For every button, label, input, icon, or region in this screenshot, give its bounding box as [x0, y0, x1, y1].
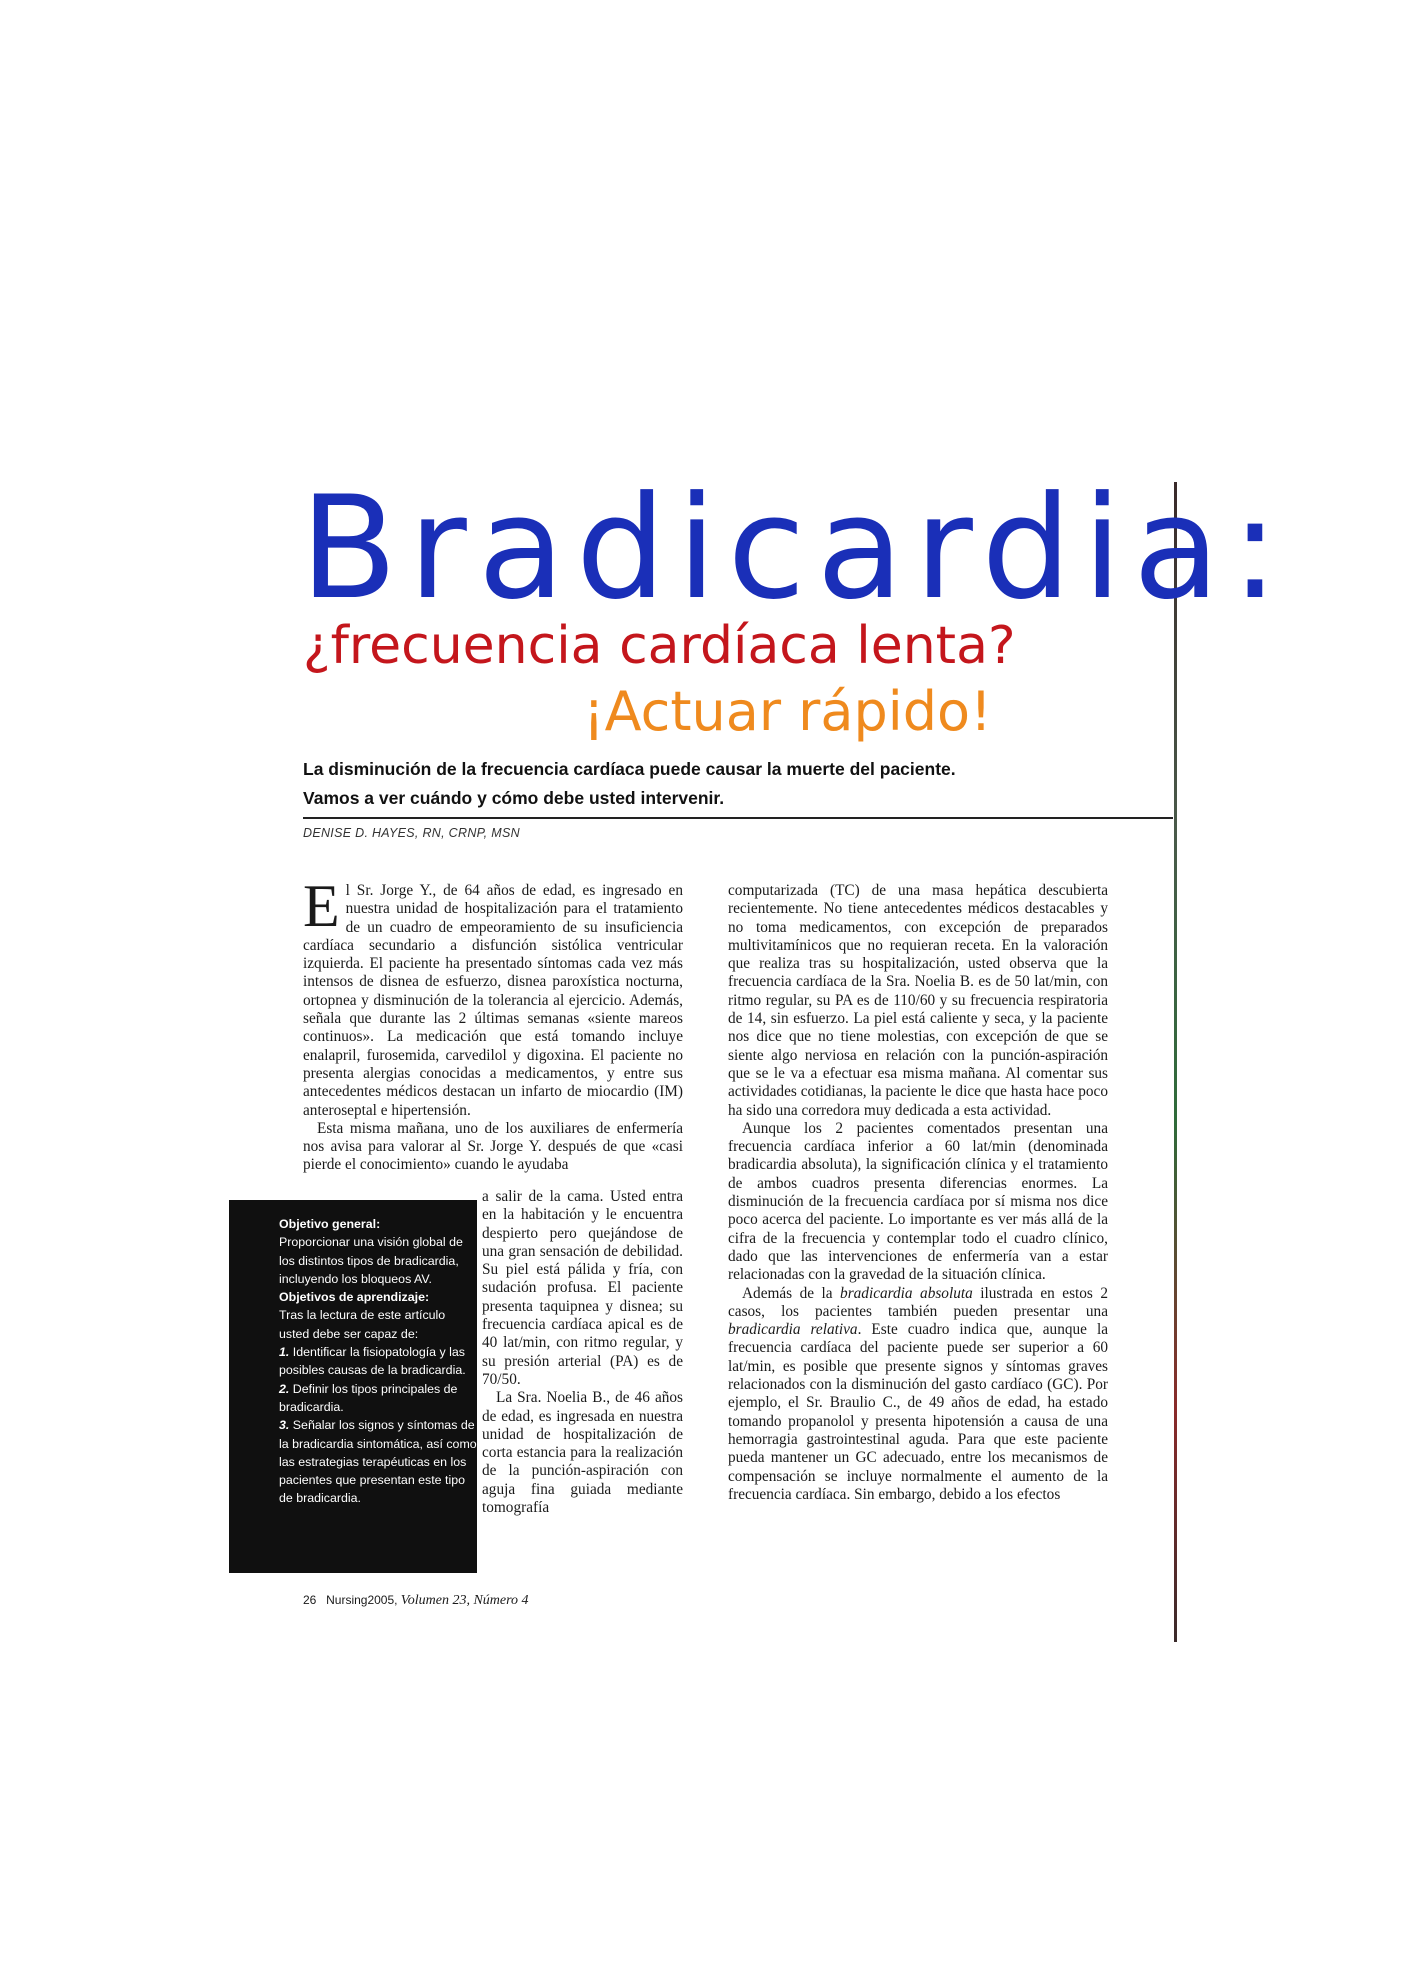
drop-cap: E: [303, 873, 340, 939]
body-paragraph: computarizada (TC) de una masa hepática descubierta recientemente. No tiene antecedentes médicos destacables y no toma medicamentos, con excepción de preparados multivitamínicos que no requieran receta. En la valoración que realiza tras su hospitalización, usted observa que la frecuencia cardíaca de la Sra. Noelia B. es de 50 lat/min, con ritmo regular, su PA es de 110/60 y su frecuencia respiratoria de 14, sin esfuerzo. La piel está caliente y seca, y la paciente nos dice que no tiene molestias, con excepción de que se siente algo nerviosa en relación con la punción-aspiración que se le va a efectuar esa misma mañana. Al comentar sus actividades cotidianas, la paciente le dice que hasta hace poco ha sido una corredora muy dedicada a esta actividad.: [728, 882, 1108, 1119]
deck-line-2: Vamos a ver cuándo y cómo debe usted intervenir.: [303, 788, 725, 808]
body-column-1-lower: [482, 1188, 683, 1517]
body-paragraph: El Sr. Jorge Y., de 64 años de edad, es ingresado en nuestra unidad de hospitalización para el tratamiento de un cuadro de empeoramiento de su insuficiencia cardíaca secundario a disfunción sistólica ventricular izquierda. El paciente ha presentado síntomas cada vez más intensos de disnea de esfuerzo, disnea paroxística nocturna, ortopnea y disminución de la tolerancia al ejercicio. Además, señala que durante las 2 últimas semanas «siente mareos continuos». La medicación que está tomando incluye enalapril, furosemida, carvedilol y digoxina. El paciente no presenta alergias conocidas a medicamentos, y entre sus antecedentes médicos destacan un infarto de miocardio (IM) anteroseptal e hipertensión.: [303, 873, 683, 1119]
article-deck: [303, 755, 1173, 813]
body-paragraph: Además de la bradicardia absoluta ilustrada en estos 2 casos, los pacientes también pueden presentar una bradicardia relativa. Este cuadro indica que, aunque la frecuencia cardíaca del paciente puede ser superior a 60 lat/min, es posible que presente signos y síntomas graves relacionados con la disminución del gasto cardíaco (GC). Por ejemplo, el Sr. Braulio C., de 49 años de edad, ha estado tomando propanolol y presenta hipotensión a causa de una hemorragia gastrointestinal aguda. Para que este paciente pueda mantener un GC adecuado, entre los mecanismos de compensación se incluye normalmente el aumento de la frecuencia cardíaca. Sin embargo, debido a los efectos: [728, 1284, 1109, 1503]
learning-objectives-heading: Objetivos de aprendizaje:: [279, 1290, 430, 1305]
page-number: 26: [303, 1593, 317, 1607]
deck-line-1: La disminución de la frecuencia cardíaca puede causar la muerte del paciente.: [303, 759, 956, 779]
body-column-1: [303, 873, 683, 1175]
body-paragraph-continued: a salir de la cama. Usted entra en la habitación y le encuentra despierto pero quejándose de una gran sensación de debilidad. Su piel está pálida y fría, con sudación profusa. El paciente presenta taquipnea y disnea; su frecuencia cardíaca apical es de 40 lat/min, con ritmo regular, y su presión arterial (PA) es de 70/50.: [482, 1188, 683, 1388]
objectives-box: [229, 1200, 477, 1573]
term-bradicardia-absoluta: bradicardia absoluta: [840, 1284, 973, 1302]
body-paragraph: La Sra. Noelia B., de 46 años de edad, es ingresada en nuestra unidad de hospitalización de corta estancia para la realización de la punción-aspiración con aguja fina guiada mediante tomografía: [482, 1389, 683, 1517]
general-objective-text: Proporcionar una visión global de los distintos tipos de bradicardia, incluyendo los bloqueos AV.: [279, 1235, 463, 1286]
body-paragraph: Esta misma mañana, uno de los auxiliares de enfermería nos avisa para valorar al Sr. Jorge Y. después de que «casi pierde el conocimiento» cuando le ayudaba: [303, 1119, 683, 1174]
term-bradicardia-relativa: bradicardia relativa: [728, 1321, 858, 1339]
objective-item: 2. Definir los tipos principales de bradicardia.: [279, 1381, 458, 1414]
general-objective-heading: Objetivo general:: [279, 1217, 381, 1231]
author-byline: DENISE D. HAYES, RN, CRNP, MSN: [303, 826, 520, 840]
body-column-2: [728, 882, 1108, 1504]
article-subtitle-question: ¿frecuencia cardíaca lenta?: [303, 616, 1016, 676]
journal-name: Nursing2005,: [326, 1593, 398, 1607]
article-subtitle-action: ¡Actuar rápido!: [583, 680, 992, 743]
right-margin-rule: [1174, 482, 1177, 1642]
journal-issue: Volumen 23, Número 4: [400, 1593, 529, 1608]
body-paragraph: Aunque los 2 pacientes comentados presentan una frecuencia cardíaca inferior a 60 lat/min (denominada bradicardia absoluta), la significación clínica y el tratamiento de ambos cuadros presenta diferencias enormes. La disminución de la frecuencia cardíaca por sí misma nos dice poco acerca del paciente. Lo importante es ver más allá de la cifra de la frecuencia y contemplar todo el cuadro clínico, dado que las intervenciones de enfermería van a estar relacionadas con la gravedad de la situación clínica.: [728, 1119, 1108, 1284]
deck-divider: [303, 817, 1173, 819]
learning-objectives-intro: Tras la lectura de este artículo usted debe ser capaz de:: [279, 1308, 446, 1341]
objective-item: 3. Señalar los signos y síntomas de la bradicardia sintomática, así como las estrategias terapéuticas en los pacientes que presentan este tipo de bradicardia.: [279, 1418, 477, 1506]
page-footer: [303, 1592, 529, 1609]
article-title: Bradicardia:: [300, 466, 1290, 631]
objective-item: 1. Identificar la fisiopatología y las posibles causas de la bradicardia.: [279, 1345, 466, 1378]
